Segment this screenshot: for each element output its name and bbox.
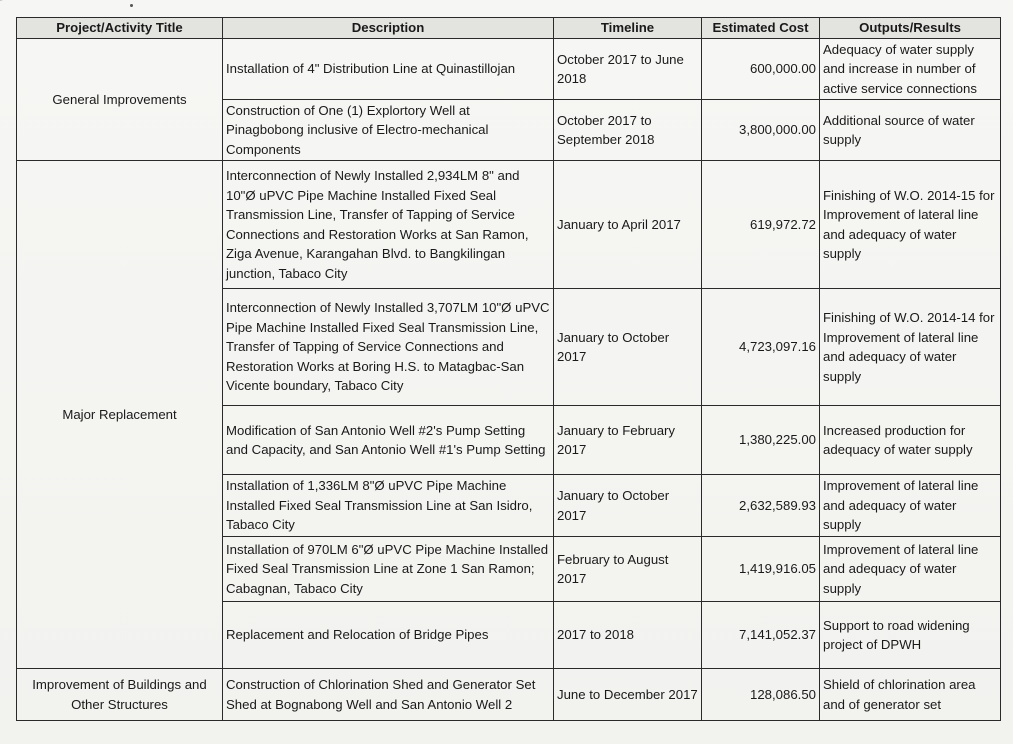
project-table (16, 17, 1001, 721)
row-cost: 3,800,000.00 (702, 100, 820, 161)
row-timeline: June to December 2017 (554, 669, 702, 721)
row-cost: 4,723,097.16 (702, 289, 820, 406)
row-output: Additional source of water supply (820, 100, 1001, 161)
row-cost: 128,086.50 (702, 669, 820, 721)
header-description: Description (223, 18, 554, 39)
group-title: General Improvements (17, 39, 223, 161)
row-cost: 1,380,225.00 (702, 406, 820, 475)
row-cost: 619,972.72 (702, 161, 820, 289)
row-output: Adequacy of water supply and increase in number of active service connections (820, 39, 1001, 100)
row-timeline: October 2017 to June 2018 (554, 39, 702, 100)
row-timeline: October 2017 to September 2018 (554, 100, 702, 161)
table-row (17, 669, 1001, 721)
row-output: Increased production for adequacy of water supply (820, 406, 1001, 475)
row-description: Modification of San Antonio Well #2's Pump Setting and Capacity, and San Antonio Well #1's Pump Setting (223, 406, 554, 475)
row-description: Interconnection of Newly Installed 3,707LM 10"Ø uPVC Pipe Machine Installed Fixed Seal Transmission Line, Transfer of Tapping of Service Connections and Restoration Works at Boring H.S. to Matagbac-San Vicente boundary, Tabaco City (223, 289, 554, 406)
row-output: Shield of chlorination area and of generator set (820, 669, 1001, 721)
row-description: Replacement and Relocation of Bridge Pipes (223, 602, 554, 669)
header-project-title: Project/Activity Title (17, 18, 223, 39)
scan-speck (130, 4, 133, 7)
table-row (17, 39, 1001, 100)
row-output: Improvement of lateral line and adequacy of water supply (820, 475, 1001, 537)
group-title: Improvement of Buildings and Other Structures (17, 669, 223, 721)
row-output: Finishing of W.O. 2014-15 for Improvement of lateral line and adequacy of water supply (820, 161, 1001, 289)
row-cost: 1,419,916.05 (702, 537, 820, 602)
row-output: Support to road widening project of DPWH (820, 602, 1001, 669)
row-cost: 2,632,589.93 (702, 475, 820, 537)
row-timeline: 2017 to 2018 (554, 602, 702, 669)
header-outputs-results: Outputs/Results (820, 18, 1001, 39)
table-row (17, 161, 1001, 289)
row-timeline: January to February 2017 (554, 406, 702, 475)
group-title: Major Replacement (17, 161, 223, 669)
row-description: Installation of 4" Distribution Line at Quinastillojan (223, 39, 554, 100)
row-timeline: January to October 2017 (554, 289, 702, 406)
row-description: Construction of Chlorination Shed and Generator Set Shed at Bognabong Well and San Antonio Well 2 (223, 669, 554, 721)
row-description: Construction of One (1) Explortory Well at Pinagbobong inclusive of Electro-mechanical Components (223, 100, 554, 161)
row-timeline: January to April 2017 (554, 161, 702, 289)
row-cost: 7,141,052.37 (702, 602, 820, 669)
header-timeline: Timeline (554, 18, 702, 39)
row-timeline: January to October 2017 (554, 475, 702, 537)
row-description: Interconnection of Newly Installed 2,934LM 8" and 10"Ø uPVC Pipe Machine Installed Fixed Seal Transmission Line, Transfer of Tapping of Service Connections and Restoration Works at San Ramon, Ziga Avenue, Karangahan Blvd. to Bangkilingan junction, Tabaco City (223, 161, 554, 289)
row-output: Finishing of W.O. 2014-14 for Improvement of lateral line and adequacy of water supply (820, 289, 1001, 406)
row-description: Installation of 970LM 6"Ø uPVC Pipe Machine Installed Fixed Seal Transmission Line at Zone 1 San Ramon; Cabagnan, Tabaco City (223, 537, 554, 602)
row-cost: 600,000.00 (702, 39, 820, 100)
row-output: Improvement of lateral line and adequacy of water supply (820, 537, 1001, 602)
table-header-row (17, 18, 1001, 39)
row-timeline: February to August 2017 (554, 537, 702, 602)
folded-corner (0, 0, 31, 14)
row-description: Installation of 1,336LM 8"Ø uPVC Pipe Machine Installed Fixed Seal Transmission Line at San Isidro, Tabaco City (223, 475, 554, 537)
header-estimated-cost: Estimated Cost (702, 18, 820, 39)
